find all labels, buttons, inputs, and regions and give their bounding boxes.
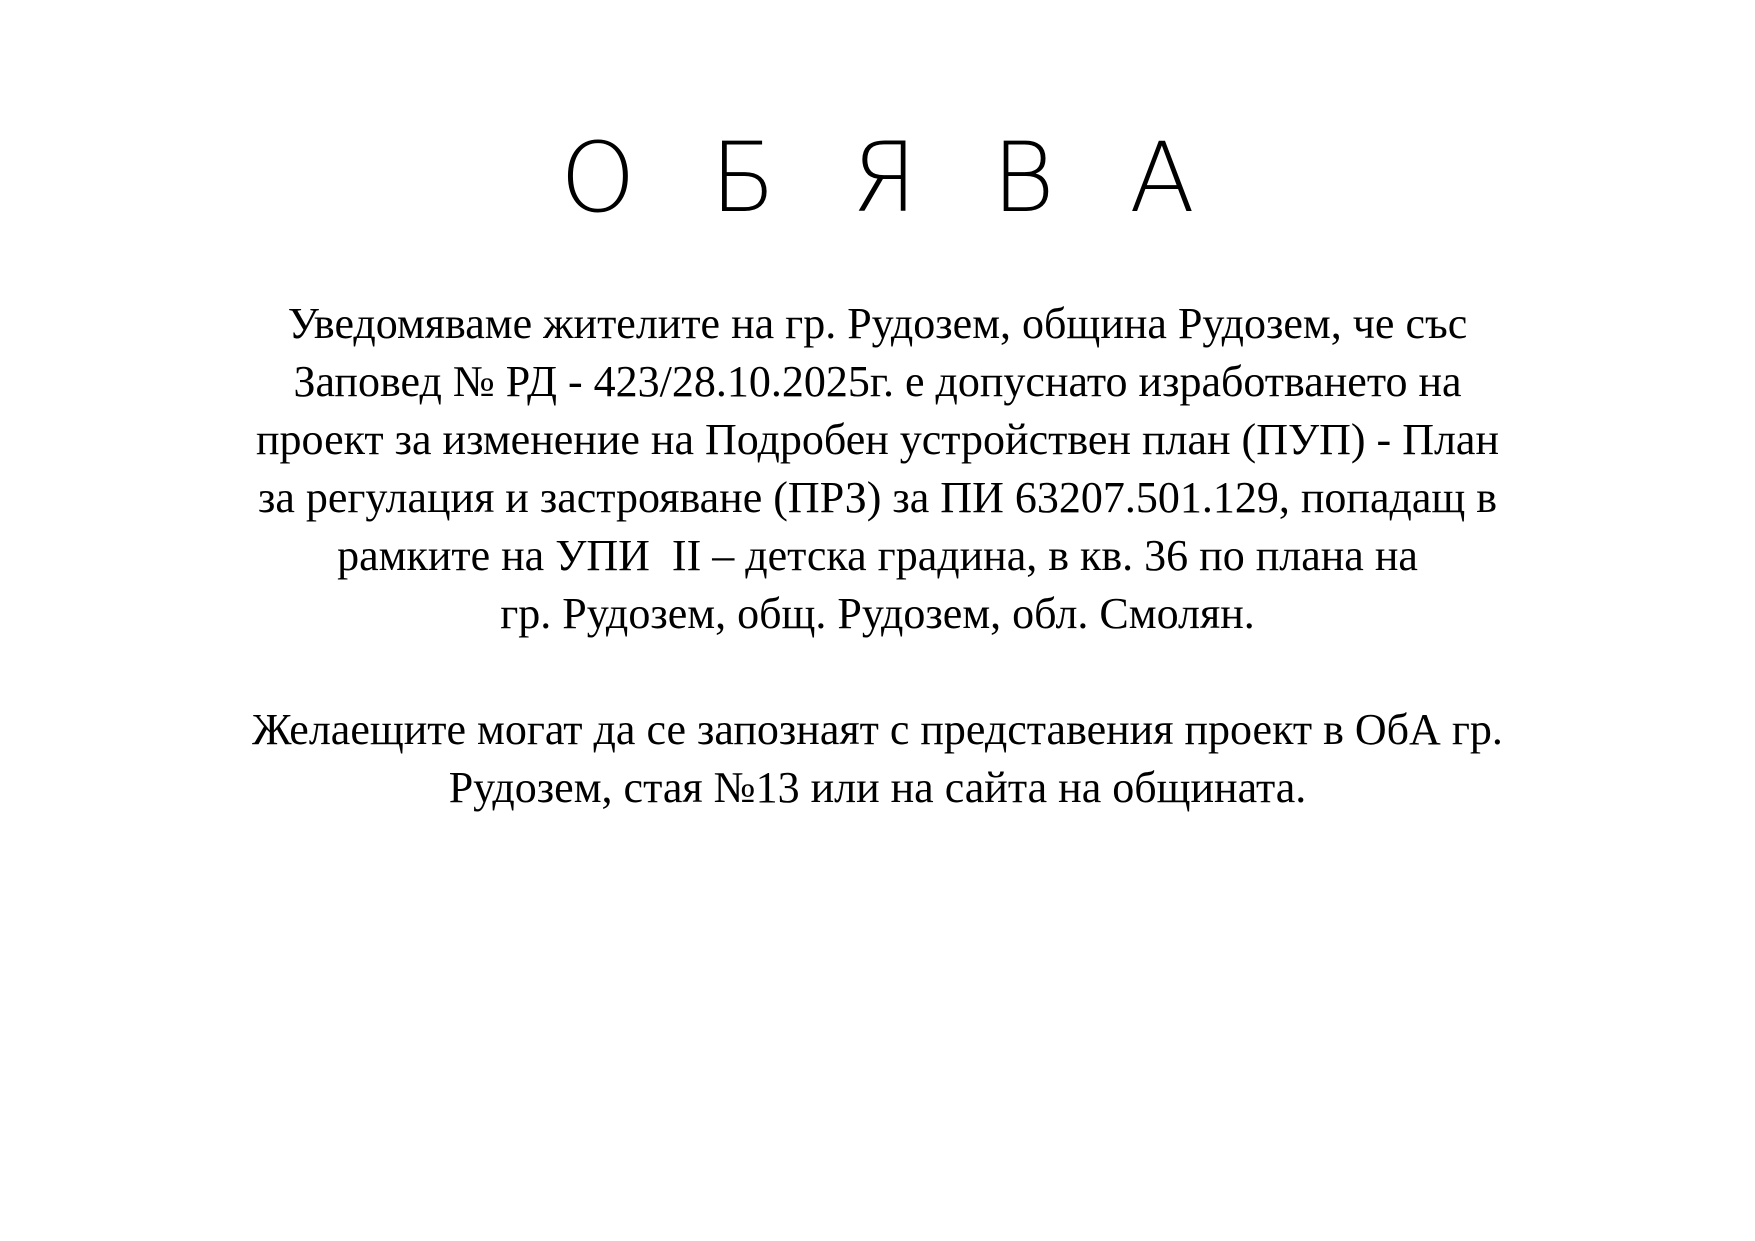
paragraph-line: Желаещите могат да се запознаят с представения проект в ОбА гр.: [252, 705, 1503, 754]
paragraph-line: Рудозем, стая №13 или на сайта на общината.: [448, 763, 1307, 812]
announcement-paragraph-contact: [120, 701, 1635, 817]
paragraph-line: за регулация и застрояване (ПРЗ) за ПИ 63207.501.129, попадащ в: [257, 473, 1498, 522]
paragraph-line: Заповед № РД - 423/28.10.2025г. е допуснато изработването на: [293, 357, 1462, 406]
paragraph-line: рамките на УПИ II – детска градина, в кв. 36 по плана на: [337, 531, 1418, 580]
announcement-paragraph-main: [120, 295, 1635, 643]
paragraph-line: Уведомяваме жителите на гр. Рудозем, община Рудозем, че със: [287, 299, 1468, 348]
paragraph-line: проект за изменение на Подробен устройствен план (ПУП) - План: [255, 415, 1500, 464]
announcement-title: О Б Я В А: [560, 122, 1217, 234]
paragraph-line: гр. Рудозем, общ. Рудозем, обл. Смолян.: [500, 589, 1255, 638]
